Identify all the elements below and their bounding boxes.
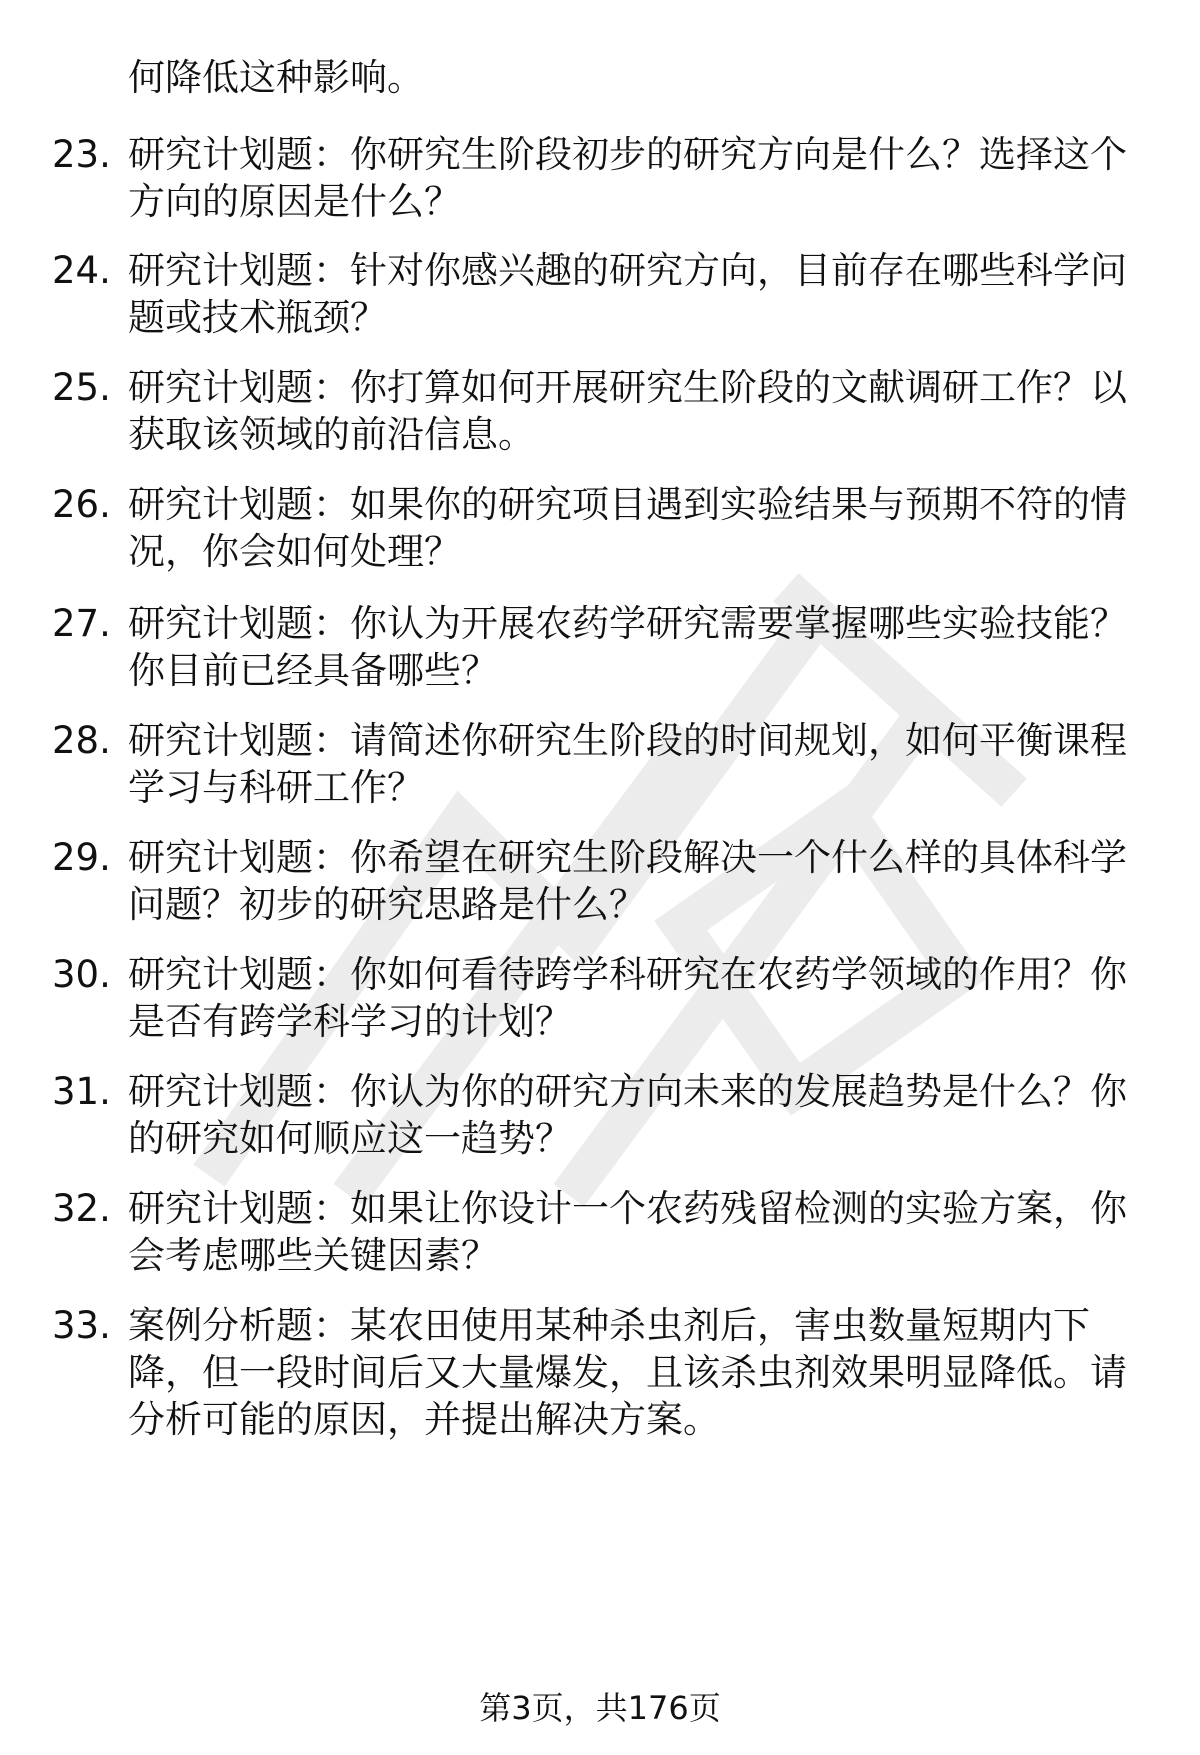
question-number: 30.	[52, 953, 111, 996]
question-number: 24.	[52, 249, 111, 292]
continued-line: 何降低这种影响。	[128, 56, 424, 99]
question-number: 26.	[52, 483, 111, 526]
question-number: 33.	[52, 1304, 111, 1347]
question-number: 32.	[52, 1187, 111, 1230]
question-text: 研究计划题：你认为你的研究方向未来的发展趋势是什么？你的研究如何顺应这一趋势？	[128, 1070, 1127, 1160]
question-number: 29.	[52, 836, 111, 879]
question-text: 研究计划题：针对你感兴趣的研究方向，目前存在哪些科学问题或技术瓶颈？	[128, 249, 1127, 339]
question-text: 研究计划题：你希望在研究生阶段解决一个什么样的具体科学问题？初步的研究思路是什么？	[128, 836, 1127, 926]
question-text: 研究计划题：请简述你研究生阶段的时间规划，如何平衡课程学习与科研工作？	[128, 719, 1127, 809]
question-number: 27.	[52, 602, 111, 645]
question-number: 25.	[52, 366, 111, 409]
question-number: 28.	[52, 719, 111, 762]
question-text: 案例分析题：某农田使用某种杀虫剂后，害虫数量短期内下降，但一段时间后又大量爆发，且该杀虫剂效果明显降低。请分析可能的原因，并提出解决方案。	[128, 1304, 1127, 1441]
question-text: 研究计划题：你研究生阶段初步的研究方向是什么？选择这个方向的原因是什么？	[128, 133, 1127, 223]
question-text: 研究计划题：如果你的研究项目遇到实验结果与预期不符的情况，你会如何处理？	[128, 483, 1127, 573]
question-text: 研究计划题：你认为开展农药学研究需要掌握哪些实验技能？你目前已经具备哪些？	[128, 602, 1127, 692]
question-text: 研究计划题：你打算如何开展研究生阶段的文献调研工作？以获取该领域的前沿信息。	[128, 366, 1127, 456]
question-text: 研究计划题：如果让你设计一个农药残留检测的实验方案，你会考虑哪些关键因素？	[128, 1187, 1127, 1277]
page-footer: 第3页，共176页	[479, 1689, 721, 1727]
question-number: 23.	[52, 133, 111, 176]
question-number: 31.	[52, 1070, 111, 1113]
question-text: 研究计划题：你如何看待跨学科研究在农药学领域的作用？你是否有跨学科学习的计划？	[128, 953, 1127, 1043]
